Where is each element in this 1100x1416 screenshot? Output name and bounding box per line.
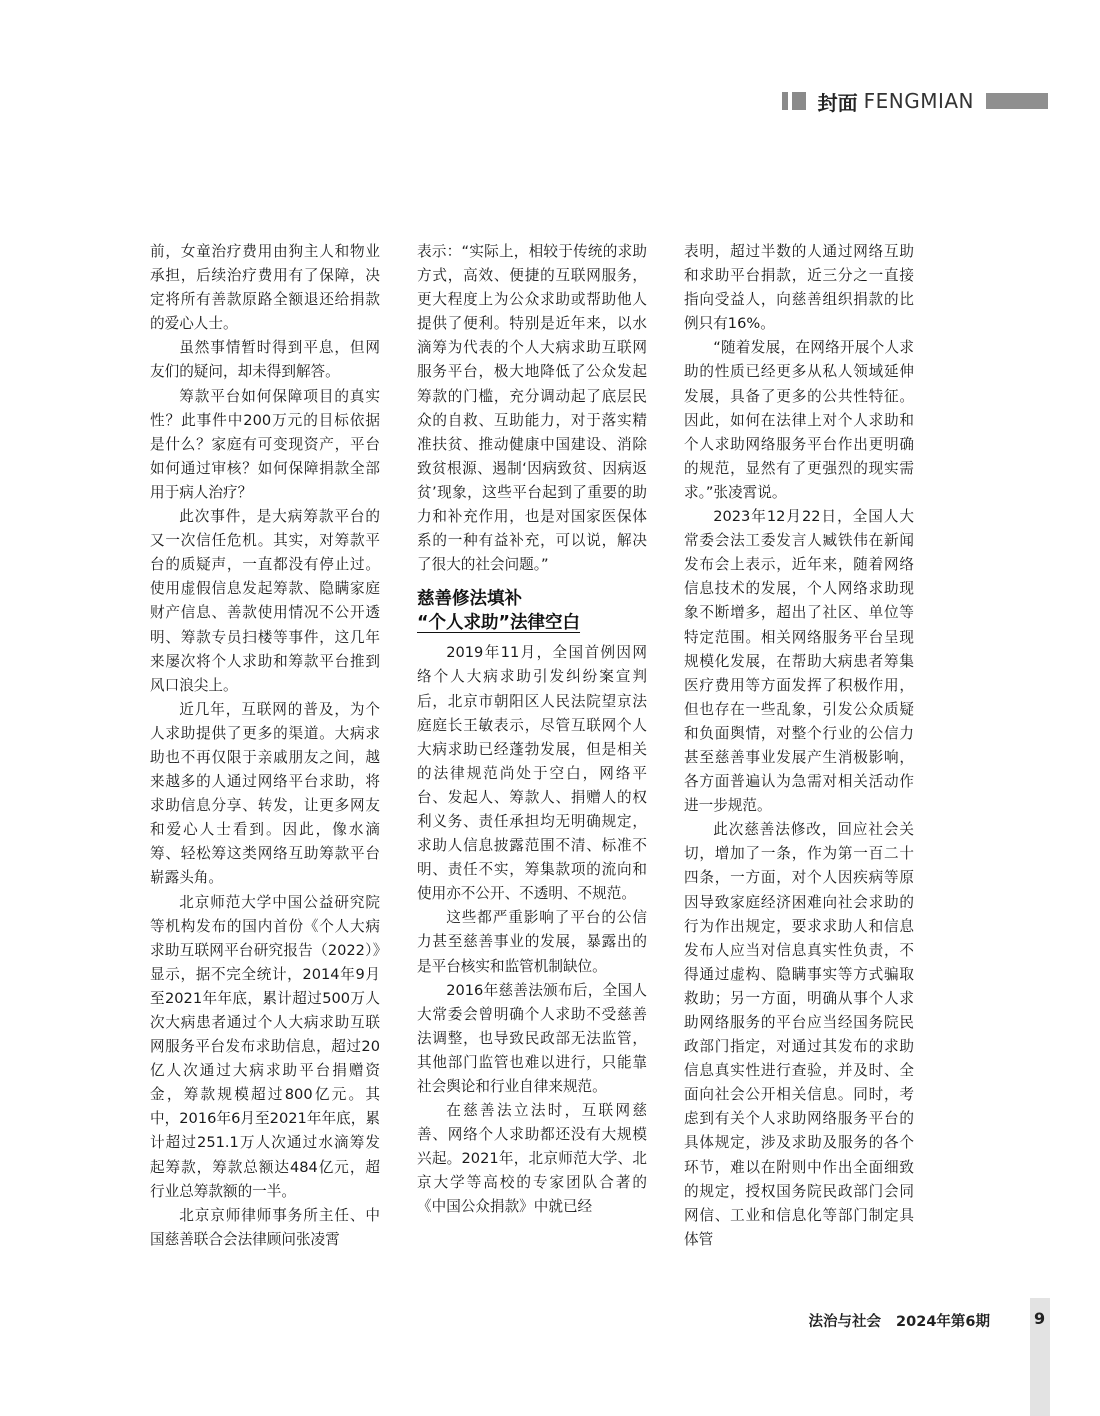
subheading-line-2: “个人求助”法律空白 — [417, 613, 581, 634]
subheading — [417, 587, 647, 635]
paragraph: 北京京师律师事务所主任、中国慈善联合会法律顾问张凌霄 — [150, 1206, 380, 1248]
paragraph: 表明，超过半数的人通过网络互助和求助平台捐款，近三分之一直接指向受益人，向慈善组织捐款的比例只有16%。 — [684, 243, 914, 333]
paragraph: 虽然事情暂时得到平息，但网友们的疑问，却未得到解答。 — [150, 339, 380, 381]
paragraph: 前，女童治疗费用由狗主人和物业承担，后续治疗费用有了保障，决定将所有善款原路全额退还给捐款的爱心人士。 — [150, 243, 380, 333]
issue-label: 2024年第6期 — [896, 1314, 990, 1330]
paragraph: 2023年12月22日，全国人大常委会法工委发言人臧铁伟在新闻发布会上表示，近年来，随着网络信息技术的发展，个人网络求助现象不断增多，超出了社区、单位等特定范围。相关网络服务平台呈现规模化发展，在帮助大病患者筹集医疗费用等方面发挥了积极作用，但也存在一些乱象，引发公众质疑和负面舆情，对整个行业的公信力甚至慈善事业发展产生消极影响，各方面普遍认为急需对相关活动作进一步规范。 — [684, 508, 914, 815]
paragraph: 此次慈善法修改，回应社会关切，增加了一条，作为第一百二十四条，一方面，对个人因疾病等原因导致家庭经济困难向社会求助的行为作出规定，要求求助人和信息发布人应当对信息真实性负责，不得通过虚构、隐瞒事实等方式骗取救助；另一方面，明确从事个人求助网络服务的平台应当经国务院民政部门指定，对通过其发布的求助信息真实性进行查验，并及时、全面向社会公开相关信息。同时，考虑到有关个人求助网络服务平台的具体规定，涉及求助及服务的各个环节，难以在附则中作出全面细致的规定，授权国务院民政部门会同网信、工业和信息化等部门制定具体管 — [684, 821, 914, 1248]
subheading-line-1: 慈善修法填补 — [417, 589, 522, 610]
section-header — [782, 88, 1048, 114]
paragraph: 表示：“实际上，相较于传统的求助方式，高效、便捷的互联网服务，更大程度上为公众求助或帮助他人提供了便利。特别是近年来，以水滴筹为代表的个人大病求助互联网服务平台，极大地降低了公众发起筹款的门槛，充分调动起了底层民众的自救、互助能力，对于落实精准扶贫、推动健康中国建设、消除致贫根源、遏制‘因病致贫、因病返贫’现象，这些平台起到了重要的助力和补充作用，也是对国家医保体系的一种有益补充，可以说，解决了很大的社会问题。” — [417, 243, 647, 574]
journal-name: 法治与社会 — [808, 1314, 881, 1330]
paragraph: 近几年，互联网的普及，为个人求助提供了更多的渠道。大病求助也不再仅限于亲戚朋友之间，越来越多的人通过网络平台求助，将求助信息分享、转发，让更多网友和爱心人士看到。因此，像水滴筹、轻松筹这类网络互助筹款平台崭露头角。 — [150, 700, 380, 887]
text-column-2 — [417, 240, 647, 1270]
paragraph: “随着发展，在网络开展个人求助的性质已经更多从私人领域延伸发展，具备了更多的公共性特征。因此，如何在法律上对个人求助和个人求助网络服务平台作出更明确的规范，显然有了更强烈的现实需求。”张凌霄说。 — [684, 339, 914, 501]
paragraph: 筹款平台如何保障项目的真实性？此事件中200万元的目标依据是什么？家庭有可变现资产，平台如何通过审核？如何保障捐款全部用于病人治疗？ — [150, 387, 380, 501]
paragraph: 北京师范大学中国公益研究院等机构发布的国内首份《个人大病求助互联网平台研究报告（2022）》显示，据不完全统计，2014年9月至2021年年底，累计超过500万人次大病患者通过个人大病求助互联网服务平台发布求助信息，超过20亿人次通过大病求助平台捐赠资金，筹款规模超过800亿元。其中，2016年6月至2021年年底，累计超过251.1万人次通过水滴筹发起筹款，筹款总额达484亿元，超行业总筹款额的一半。 — [150, 893, 380, 1200]
text-column-1 — [150, 240, 380, 1270]
header-bar-decoration — [792, 92, 806, 110]
header-bar-decoration — [986, 93, 1048, 109]
page-number: 9 — [1034, 1309, 1046, 1328]
paragraph: 2019年11月，全国首例因网络个人大病求助引发纠纷案宣判后，北京市朝阳区人民法院望京法庭庭长王敏表示，尽管互联网个人大病求助已经蓬勃发展，但是相关的法律规范尚处于空白，网络平台、发起人、筹款人、捐赠人的权利义务、责任承担均无明确规定，求助人信息披露范围不清、标准不明、责任不实，筹集款项的流向和使用亦不公开、不透明、不规范。 — [417, 644, 647, 903]
section-title-en: FENGMIAN — [863, 89, 974, 113]
page-footer — [798, 1310, 990, 1331]
paragraph: 这些都严重影响了平台的公信力甚至慈善事业的发展，暴露出的是平台核实和监管机制缺位。 — [417, 909, 647, 975]
paragraph: 2016年慈善法颁布后，全国人大常委会曾明确个人求助不受慈善法调整，也导致民政部无法监管，其他部门监管也难以进行，只能靠社会舆论和行业自律来规范。 — [417, 981, 647, 1095]
text-column-3 — [684, 240, 914, 1270]
paragraph: 在慈善法立法时，互联网慈善、网络个人求助都还没有大规模兴起。2021年，北京师范大学、北京大学等高校的专家团队合著的《中国公众捐款》中就已经 — [417, 1102, 647, 1216]
header-bar-decoration — [782, 92, 788, 110]
section-title-cn: 封面 — [817, 90, 858, 115]
paragraph: 此次事件，是大病筹款平台的又一次信任危机。其实，对筹款平台的质疑声，一直都没有停止过。使用虚假信息发起筹款、隐瞒家庭财产信息、善款使用情况不公开透明、筹款专员扫楼等事件，这几年来屡次将个人求助和筹款平台推到风口浪尖上。 — [150, 508, 380, 694]
